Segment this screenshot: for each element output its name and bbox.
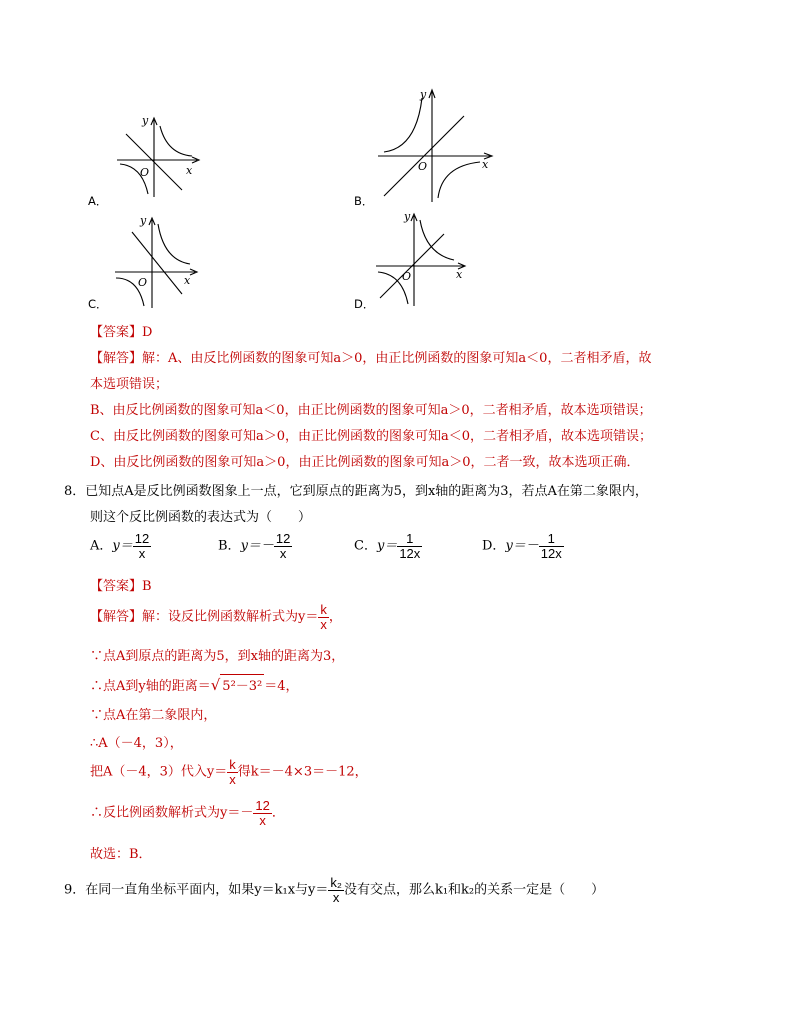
y-axis-label: y xyxy=(140,214,147,227)
q8-analysis-line-7: ∴反比例函数解析式为y＝－ $\frac{12}{x}$ ． xyxy=(90,798,285,828)
option-d-label: D． xyxy=(354,297,375,311)
q7-analysis-line-3: B、由反比例函数的图象可知a＜0，由正比例函数的图象可知a＞0，二者相矛盾，故本选项错误； xyxy=(90,403,652,418)
graph-option-a xyxy=(112,112,222,202)
x-axis-label: x xyxy=(482,158,489,171)
y-axis-label: y xyxy=(404,210,411,223)
y-axis-label: y xyxy=(420,88,427,101)
origin-label: O xyxy=(402,270,412,283)
x-axis-label: x xyxy=(186,164,193,177)
q8-analysis-line-6: 把A（－4，3）代入y＝ $\frac{k}{x}$ 得k＝－4×3＝－12， xyxy=(90,757,368,787)
graph-option-c xyxy=(110,212,220,312)
q8-analysis-line-1: 【解答】解：设反比例函数解析式为y＝ $\frac{k}{x}$ ， xyxy=(90,602,342,632)
q7-analysis-line-5: D、由反比例函数的图象可知a＞0，由正比例函数的图象可知a＞0，二者一致，故本选项正确． xyxy=(90,455,640,470)
answer-value: D xyxy=(142,325,153,340)
origin-label: O xyxy=(138,276,148,289)
analysis-tag: 【解答】 xyxy=(90,609,143,625)
answer-tag: 【答案】 xyxy=(90,579,143,594)
answer-value: B xyxy=(142,579,152,594)
q7-analysis-line-1: 【解答】解：A、由反比例函数的图象可知a＞0，由正比例函数的图象可知a＜0，二者相矛盾，故 xyxy=(90,351,652,366)
option-c-label: C． xyxy=(88,297,108,311)
q7-analysis-line-2: 本选项错误； xyxy=(90,377,169,392)
x-axis-label: x xyxy=(184,274,191,287)
analysis-tag: 【解答】 xyxy=(90,351,143,366)
x-axis-label: x xyxy=(456,268,463,281)
q8-stem-line-2: 则这个反比例函数的表达式为（ ） xyxy=(90,510,312,525)
q8-stem-line-1: 8．已知点A是反比例函数图象上一点，它到原点的距离为5，到x轴的距离为3，若点A在第二象限内， xyxy=(64,484,648,499)
answer-tag: 【答案】 xyxy=(90,325,143,340)
q7-analysis-line-4: C、由反比例函数的图象可知a＞0，由正比例函数的图象可知a＜0，二者相矛盾，故本选项错误； xyxy=(90,429,652,444)
q8-answer xyxy=(90,575,152,594)
q8-option-c: C．y＝ $\frac{1}{12x}$ xyxy=(354,531,421,561)
q8-conclusion: 故选：B． xyxy=(90,847,152,862)
q8-analysis-line-3: ∴点A到y轴的距离＝√ 5²－3² ＝4， xyxy=(90,676,299,694)
origin-label: O xyxy=(418,160,428,173)
q8-analysis-line-4: ∵点A在第二象限内， xyxy=(90,708,217,723)
y-axis-label: y xyxy=(142,114,149,127)
option-b-label: B． xyxy=(354,194,374,208)
q8-option-a: A．y＝ $\frac{12}{x}$ xyxy=(90,531,150,561)
graph-option-b xyxy=(372,86,502,206)
origin-label: O xyxy=(140,166,150,179)
q8-option-d: D．y＝－ $\frac{1}{12x}$ xyxy=(482,531,562,561)
q7-answer xyxy=(90,321,152,340)
q9-stem: 9．在同一直角坐标平面内，如果y＝k₁x与y＝ $\frac{\text{k₂}}{x}$ 没有交点，那么k₁和k₂的关系一定是（ ） xyxy=(64,875,605,905)
q8-analysis-line-5: ∴A（－4，3）， xyxy=(90,736,183,751)
q8-option-b: B．y＝－ $\frac{12}{x}$ xyxy=(218,531,291,561)
question-number: 9． xyxy=(64,882,86,898)
q8-analysis-line-2: ∵点A到原点的距离为5，到x轴的距离为3， xyxy=(90,649,345,664)
option-a-label: A． xyxy=(88,194,108,208)
question-number: 8． xyxy=(64,484,86,499)
graph-option-d xyxy=(372,210,472,310)
